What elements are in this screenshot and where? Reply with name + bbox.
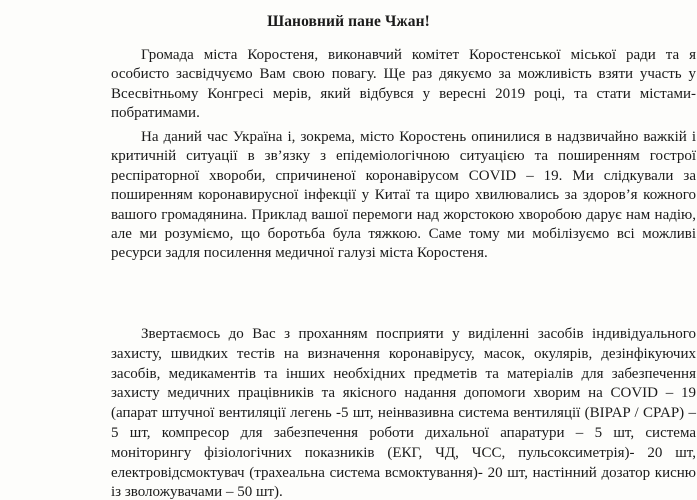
letter-greeting: Шановний пане Чжан! [267, 13, 430, 30]
paragraph-request: Звертаємось до Вас з проханням посприяти у виділенні засобів індивідуального захисту, швидких тестів на визначення коронавірусу, масок, окулярів, дезінфікуючих засобів, медикаментів та інших необхідних предметів та матеріалів для забезпечення захисту медичних працівників та якісного надання допомоги хворим на COVID – 19 (апарат штучної вентиляції легень -5 шт, неінвазивна система вентиляції (BIPAP / CPAP) – 5 шт, компресор для забезпечення роботи дихальної апаратури – 5 шт, система моніторингу фізіологічних показників (ЕКГ, ЧД, ЧСС, пульсоксиметрія)- 20 шт, електровідсмоктувач (трахеальна система всмоктування)- 20 шт, настінний дозатор кисню із зволожувачами – 50 шт). [111, 326, 696, 500]
paragraph-gratitude: Громада міста Коростеня, виконавчий комітет Коростенської міської ради та я особисто засвідчуємо Вам свою повагу. Ще раз дякуємо за можливість взяти участь у Всесвітньому Конгресі мерів, який відбувся у вересні 2019 році, та стати містами-побратимами. [111, 47, 696, 122]
paragraph-situation: На даний час Україна і, зокрема, місто Коростень опинилися в надзвичайно важкій і критичній ситуації в зв’язку з епідеміологічною ситуацією та поширенням гострої респіраторної хвороби, спричиненої коронавірусом COVID – 19. Ми слідкували за поширенням коронавирусної інфекції у Китаї та щиро хвилювались за здоров’я кожного вашого громадянина. Приклад вашої перемоги над жорстокою хворобою дарує нам надію, але ми розуміємо, що боротьба була тяжкою. Саме тому ми мобілізуємо всі можливі ресурси задля посилення медичної галузі міста Коростеня. [111, 129, 696, 262]
